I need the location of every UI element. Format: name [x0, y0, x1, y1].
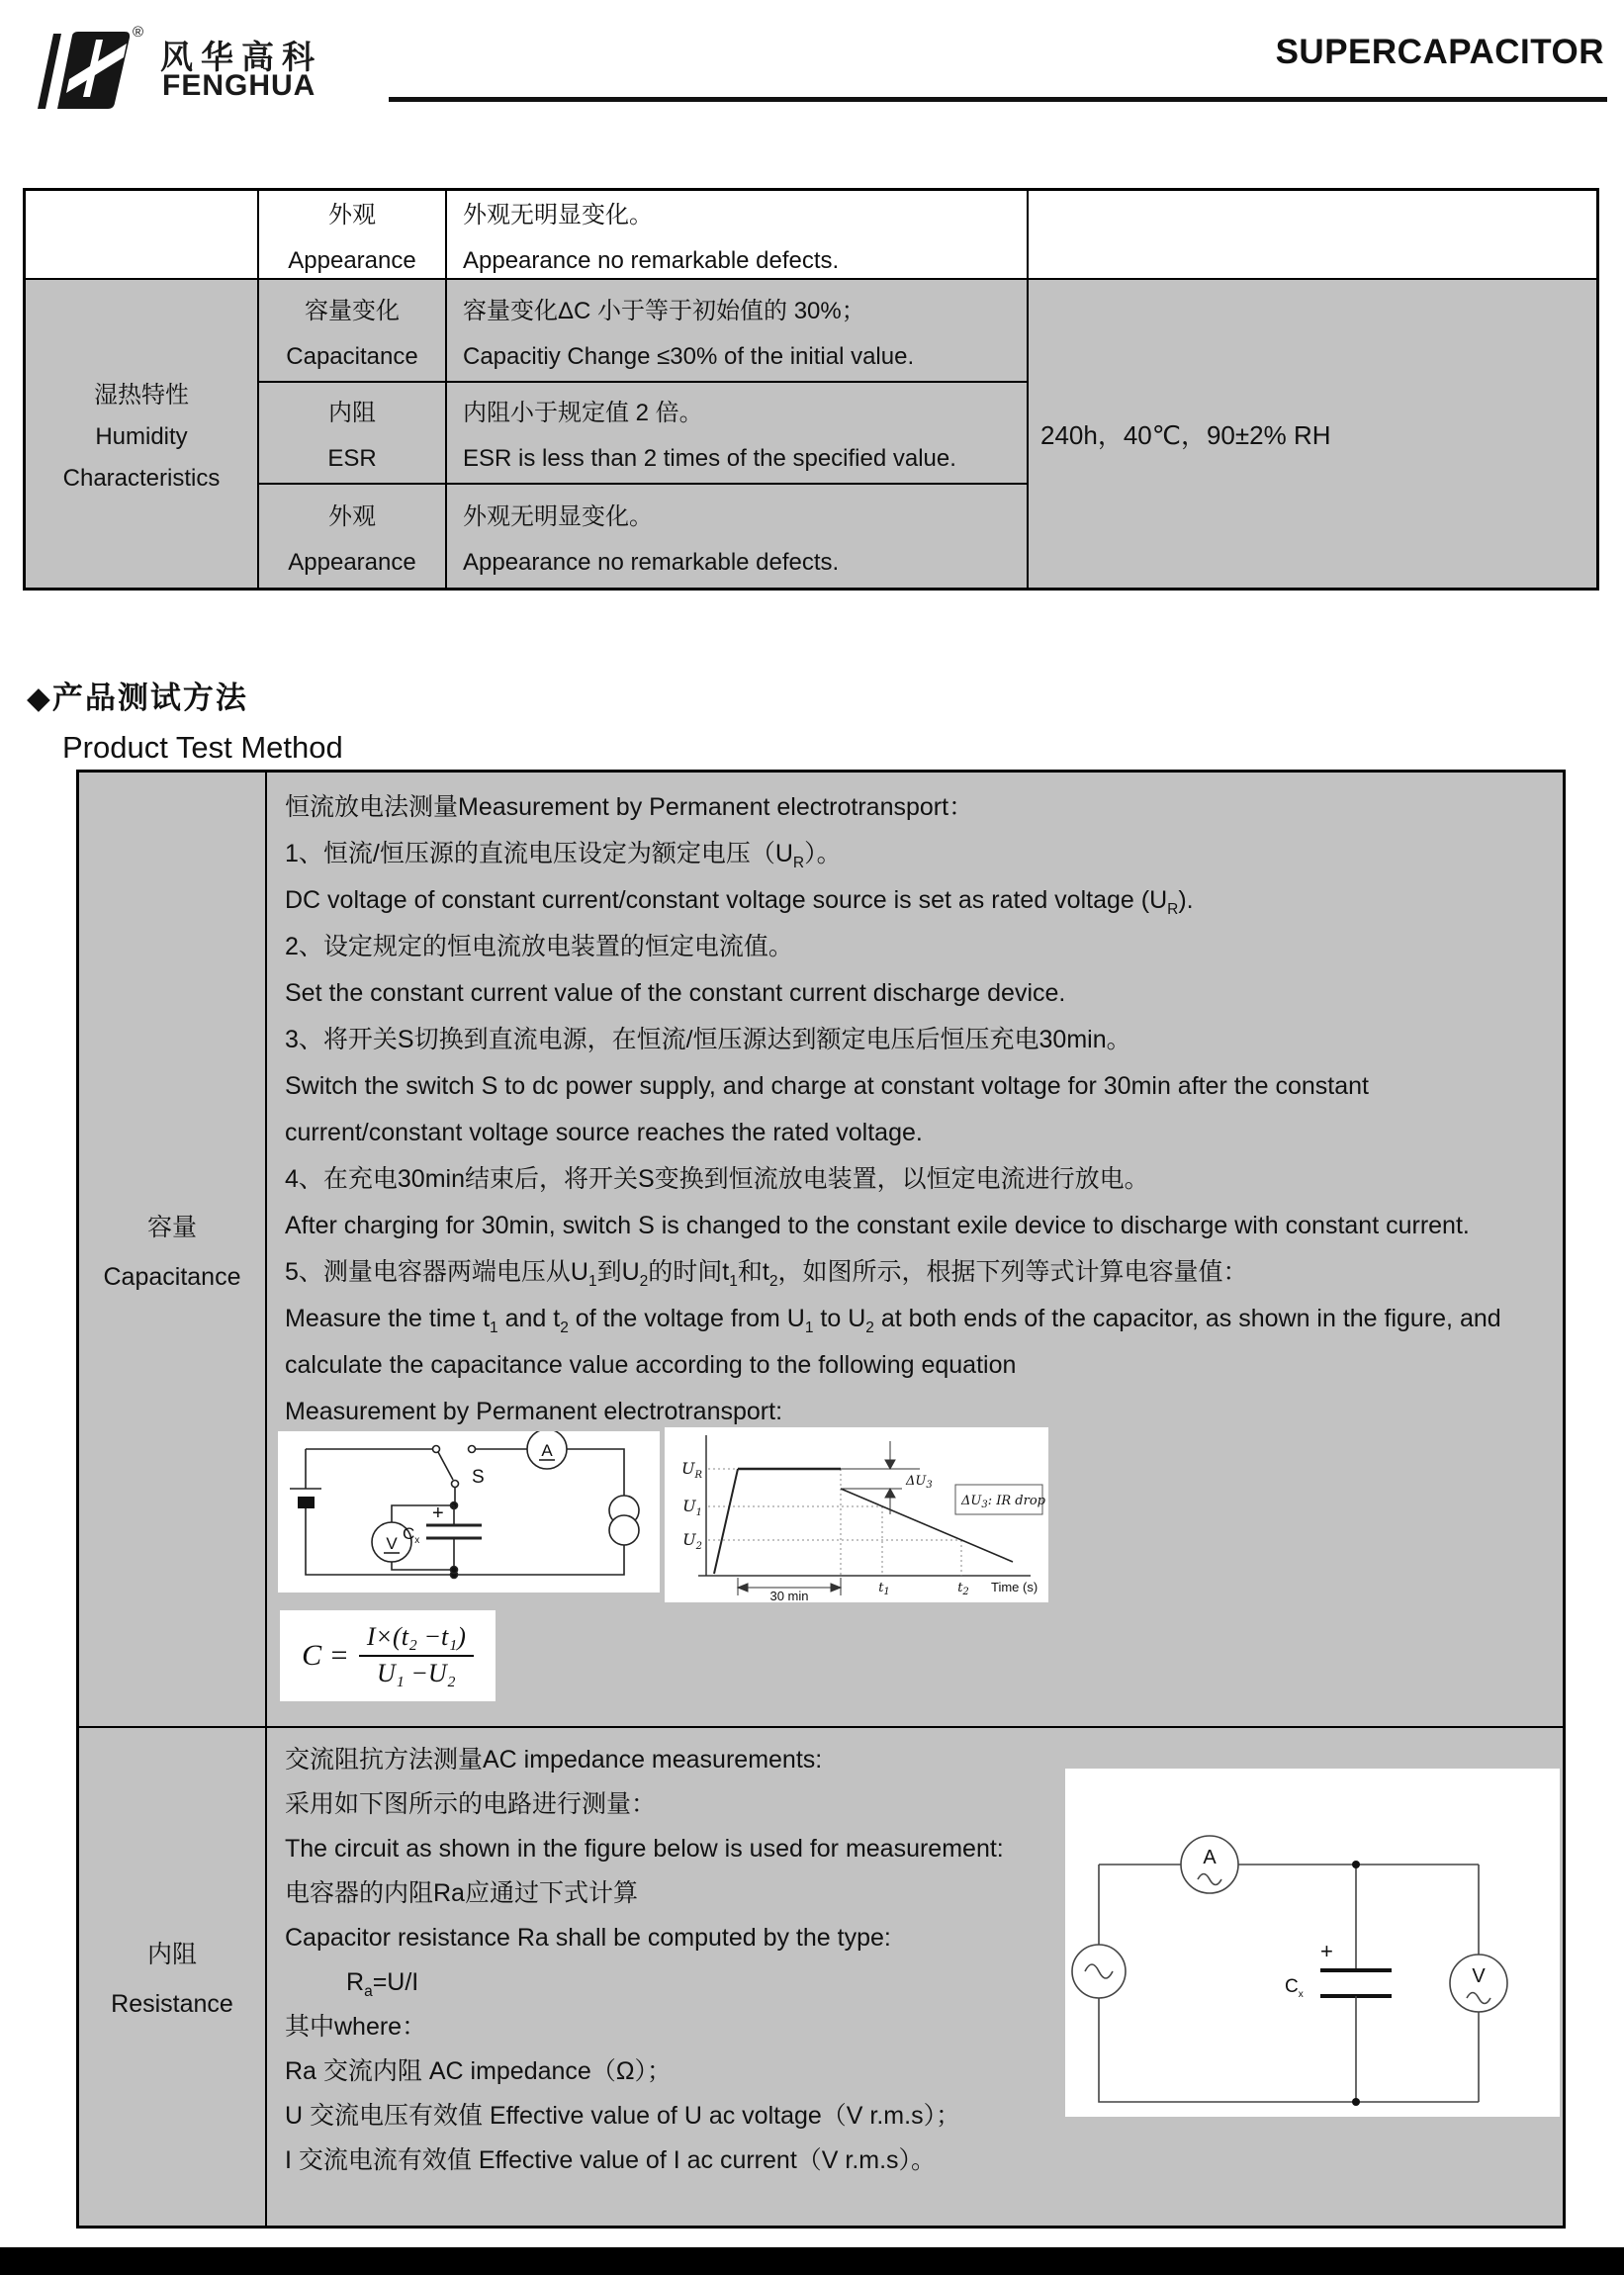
ac-source-icon — [1072, 1945, 1126, 1998]
text-line: After charging for 30min, switch S is changed to the constant exile device to discharge with constant current. — [285, 1212, 1470, 1239]
text-line: 其中where： — [285, 2013, 427, 2041]
text-line: Set the constant current value of the constant current discharge device. — [285, 979, 1066, 1007]
switch-label: S — [472, 1467, 485, 1488]
item-en: ESR — [327, 445, 377, 472]
spec-zh: 容量变化ΔC 小于等于初始值的 30%； — [463, 297, 865, 324]
fenghua-logo-icon — [36, 28, 131, 109]
row-label-resistance — [79, 1728, 267, 2226]
text-line: Capacitor resistance Ra shall be computed by the type: — [285, 1924, 891, 1952]
y-axis-label-u1: $U_1$ — [682, 1497, 702, 1518]
registered-mark: ® — [133, 24, 144, 41]
discharge-test-circuit-figure — [278, 1431, 660, 1592]
ammeter-label: A — [1203, 1847, 1217, 1868]
humidity-characteristics-table — [23, 188, 1599, 591]
spec-cell — [447, 383, 1029, 485]
x-axis-label: Time (s) — [991, 1580, 1038, 1594]
plus-sign: + — [432, 1502, 444, 1524]
text-line: 5、测量电容器两端电压从$U_1$到$U_2$的时间$t_1$和$t_2$，如图所示，根据下列等式计算电容量值： — [285, 1258, 1248, 1290]
battery-icon — [290, 1489, 321, 1508]
duration-label: 30 min — [769, 1589, 809, 1602]
row-label-capacitance — [79, 773, 267, 1728]
capacitor-icon — [1320, 1865, 1392, 2102]
label-zh: 内阻 — [146, 1941, 197, 1968]
node-dot — [1352, 1861, 1360, 1868]
text-line: The circuit as shown in the figure below is used for measurement: — [285, 1835, 1004, 1863]
item-cell — [259, 280, 447, 383]
item-en: Appearance — [288, 246, 416, 274]
label-en: Resistance — [111, 1990, 233, 2018]
current-source-icon — [609, 1496, 639, 1545]
item-cell — [259, 383, 447, 485]
t2-label: $t_2$ — [957, 1581, 969, 1597]
text-line: DC voltage of constant current/constant voltage source is set as rated voltage $(U_R)$. — [285, 886, 1194, 918]
t1-label: $t_1$ — [878, 1581, 890, 1597]
node-dot — [1352, 2098, 1360, 2106]
test-condition-cell — [1029, 280, 1596, 588]
spec-cell — [447, 280, 1029, 383]
capacitance-formula — [280, 1610, 496, 1701]
ac-impedance-circuit-figure — [1065, 1769, 1560, 2117]
switch-icon — [433, 1446, 476, 1506]
table-cell-blank — [26, 191, 259, 280]
text-line: 恒流放电法测量Measurement by Permanent electrotransport： — [285, 793, 974, 821]
text-line: 采用如下图所示的电路进行测量： — [285, 1790, 657, 1818]
item-zh: 容量变化 — [305, 297, 400, 324]
group-en: Humidity — [95, 423, 188, 450]
spec-en: Appearance no remarkable defects. — [463, 246, 840, 274]
text-line: 1、恒流/恒压源的直流电压设定为额定电压$(U_R)$。 — [285, 840, 842, 871]
brand-name-en: FENGHUA — [162, 69, 316, 102]
y-axis-label-u2: $U_2$ — [682, 1530, 702, 1552]
capacitor-label: $C_x$ — [1285, 1976, 1304, 2000]
item-cell — [259, 485, 447, 588]
label-en: Capacitance — [103, 1262, 241, 1291]
discharge-voltage-time-graph — [665, 1427, 1048, 1602]
spec-zh: 外观无明显变化。 — [463, 502, 653, 530]
spec-cell — [447, 191, 1029, 280]
spec-en: Capacitiy Change ≤30% of the initial value. — [463, 342, 915, 370]
test-condition: 240h，40℃，90±2% RH — [1040, 420, 1331, 450]
text-line: Measurement by Permanent electrotransport: — [285, 1398, 783, 1425]
header — [0, 0, 1624, 119]
voltmeter-label: V — [386, 1534, 398, 1553]
item-zh: 外观 — [328, 201, 376, 228]
text-line: 4、在充电30min结束后，将开关S变换到恒流放电装置，以恒定电流进行放电。 — [285, 1165, 1149, 1193]
text-line: Ra 交流内阻 AC impedance（Ω）； — [285, 2057, 673, 2085]
text-line: I 交流电流有效值 Effective value of I ac current（V r.m.s）。 — [285, 2146, 937, 2174]
item-cell — [259, 191, 447, 280]
formula-numerator: I×(t₂ −t₁) — [359, 1623, 474, 1657]
ir-drop-note — [955, 1485, 1046, 1514]
footer-bar — [0, 2247, 1624, 2275]
wire — [306, 1508, 624, 1575]
text-line: 2、设定规定的恒电流放电装置的恒定电流值。 — [285, 933, 793, 960]
spec-cell — [447, 485, 1029, 588]
item-zh: 外观 — [328, 502, 376, 530]
section-title-en: Product Test Method — [62, 730, 343, 765]
wire — [1099, 1998, 1479, 2102]
group-en: Characteristics — [62, 465, 221, 492]
voltmeter-label: V — [1472, 1965, 1486, 1987]
ammeter-label: A — [541, 1441, 553, 1460]
row-group-humidity — [26, 280, 259, 588]
group-zh: 湿热特性 — [94, 382, 189, 409]
text-line: Measure the time $t_1$ and $t_2$ of the voltage from $U_1$ to $U_2$ at both ends of the capacitor, as shown in the figure, and — [285, 1305, 1501, 1336]
capacitor-label: $C_x$ — [403, 1524, 420, 1546]
formula-denominator: U₁ −U₂ — [377, 1659, 456, 1687]
spec-en: Appearance no remarkable defects. — [463, 548, 840, 576]
plus-sign: + — [1320, 1939, 1333, 1963]
brand-name-cn: 风华高科 — [160, 39, 322, 75]
text-line: U 交流电压有效值 Effective value of U ac voltage（V r.m.s）； — [285, 2102, 961, 2130]
formula-fraction — [359, 1623, 474, 1687]
spec-zh: 内阻小于规定值 2 倍。 — [463, 400, 703, 426]
spec-zh: 外观无明显变化。 — [463, 201, 653, 228]
header-rule — [389, 97, 1607, 102]
text-line: Switch the switch S to dc power supply, and charge at constant voltage for 30min after the constant — [285, 1072, 1369, 1100]
text-line: calculate the capacitance value according to the following equation — [285, 1351, 1017, 1379]
delta-u-label: $\Delta U_3$ — [906, 1474, 933, 1491]
resistance-formula: $R_a=U/I$ — [346, 1968, 419, 2000]
text-line: 电容器的内阻Ra应通过下式计算 — [285, 1879, 638, 1907]
wire — [567, 1449, 624, 1496]
text-line: 交流阻抗方法测量AC impedance measurements: — [285, 1746, 823, 1774]
y-axis-label-ur: $U_R$ — [680, 1459, 702, 1481]
svg-text:ΔU3: IR drop: $\Delta U_3$: IR drop — [961, 1494, 1045, 1510]
table-cell-blank — [1029, 191, 1596, 280]
text-line: 3、将开关S切换到直流电源，在恒流/恒压源达到额定电压后恒压充电30min。 — [285, 1026, 1131, 1053]
section-title-zh: ◆产品测试方法 — [27, 681, 248, 715]
text-line: current/constant voltage source reaches the rated voltage. — [285, 1119, 923, 1146]
page-title: SUPERCAPACITOR — [1275, 33, 1604, 71]
item-en: Appearance — [288, 548, 416, 576]
item-en: Capacitance — [286, 342, 418, 370]
label-zh: 容量 — [146, 1213, 197, 1241]
spec-en: ESR is less than 2 times of the specified value. — [463, 445, 956, 472]
formula-lhs: C = — [302, 1639, 349, 1672]
item-zh: 内阻 — [328, 400, 376, 426]
